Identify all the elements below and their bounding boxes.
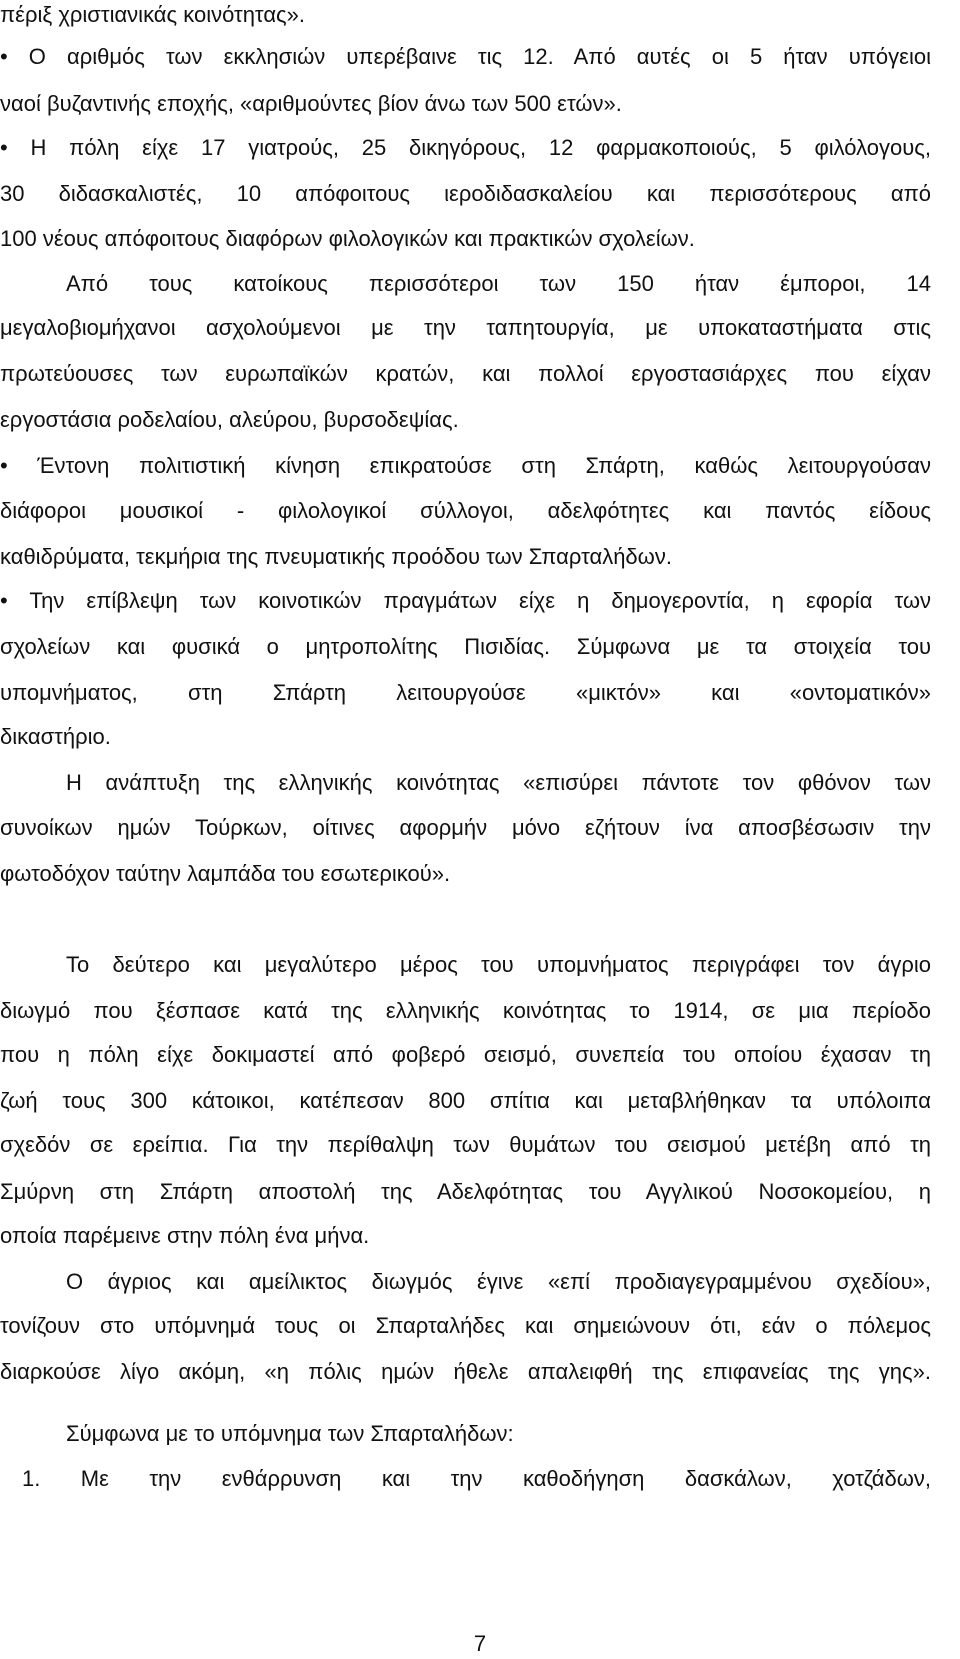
page-number: 7 xyxy=(473,1631,487,1656)
text-line: 30 διδασκαλιστές, 10 απόφοιτους ιεροδιδασκαλείου και περισσότερους από xyxy=(0,181,931,206)
bullet-item: • Ο αριθμός των εκκλησιών υπερέβαινε τις 12. Από αυτές οι 5 ήταν υπόγειοι xyxy=(0,44,931,69)
text-line: οποία παρέμεινε στην πόλη ένα μήνα. xyxy=(0,1223,370,1248)
text-line: καθιδρύματα, τεκμήρια της πνευματικής προόδου των Σπαρταλήδων. xyxy=(0,544,672,569)
text-line: δικαστήριο. xyxy=(0,724,111,749)
text-line: συνοίκων ημών Τούρκων, οίτινες αφορμήν μόνο εζήτουν ίνα αποσβέσωσιν την xyxy=(0,815,931,840)
bullet-item: • Την επίβλεψη των κοινοτικών πραγμάτων είχε η δημογεροντία, η εφορία των xyxy=(0,588,931,613)
paragraph-first-line: Ο άγριος και αμείλικτος διωγμός έγινε «επί προδιαγεγραμμένου σχεδίου», xyxy=(66,1269,931,1294)
text-line: 100 νέους απόφοιτους διαφόρων φιλολογικών και πρακτικών σχολείων. xyxy=(0,226,695,251)
text-line: μεγαλοβιομήχανοι ασχολούμενοι με την ταπητουργία, με υποκαταστήματα στις xyxy=(0,315,931,340)
numbered-list-item: 1. Με την ενθάρρυνση και την καθοδήγηση δασκάλων, χοτζάδων, xyxy=(22,1466,931,1491)
paragraph-first-line: Η ανάπτυξη της ελληνικής κοινότητας «επισύρει πάντοτε τον φθόνον των xyxy=(66,770,931,795)
bullet-item: • Η πόλη είχε 17 γιατρούς, 25 δικηγόρους, 12 φαρμακοποιούς, 5 φιλόλογους, xyxy=(0,135,931,160)
text-line: διαρκούσε λίγο ακόμη, «η πόλις ημών ήθελε απαλειφθή της επιφανείας της γης». xyxy=(0,1359,931,1384)
text-line: υπομνήματος, στη Σπάρτη λειτουργούσε «μικτόν» και «οντοματικόν» xyxy=(0,680,931,705)
paragraph-first-line: Από τους κατοίκους περισσότεροι των 150 ήταν έμποροι, 14 xyxy=(66,271,931,296)
paragraph-first-line: Το δεύτερο και μεγαλύτερο μέρος του υπομνήματος περιγράφει τον άγριο xyxy=(66,952,931,977)
text-line: σχεδόν σε ερείπια. Για την περίθαλψη των θυμάτων του σεισμού μετέβη από τη xyxy=(0,1132,931,1157)
text-line: πρωτεύουσες των ευρωπαϊκών κρατών, και πολλοί εργοστασιάρχες που είχαν xyxy=(0,361,931,386)
text-line: ναοί βυζαντινής εποχής, «αριθμούντες βίον άνω των 500 ετών». xyxy=(0,91,622,116)
text-line: πέριξ χριστιανικάς κοινότητας». xyxy=(0,2,305,27)
text-line: Σμύρνη στη Σπάρτη αποστολή της Αδελφότητας του Αγγλικού Νοσοκομείου, η xyxy=(0,1179,931,1204)
text-line: τονίζουν στο υπόμνημά τους οι Σπαρταλήδες και σημειώνουν ότι, εάν ο πόλεμος xyxy=(0,1313,931,1338)
text-line: σχολείων και φυσικά ο μητροπολίτης Πισιδίας. Σύμφωνα με τα στοιχεία του xyxy=(0,634,931,659)
list-intro: Σύμφωνα με το υπόμνημα των Σπαρταλήδων: xyxy=(66,1421,514,1446)
text-line: διάφοροι μουσικοί - φιλολογικοί σύλλογοι, αδελφότητες και παντός είδους xyxy=(0,498,931,523)
bullet-item: • Έντονη πολιτιστική κίνηση επικρατούσε στη Σπάρτη, καθώς λειτουργούσαν xyxy=(0,453,931,478)
text-line: φωτοδόχον ταύτην λαμπάδα του εσωτερικού». xyxy=(0,861,451,886)
text-line: διωγμό που ξέσπασε κατά της ελληνικής κοινότητας το 1914, σε μια περίοδο xyxy=(0,998,931,1023)
text-line: ζωή τους 300 κάτοικοι, κατέπεσαν 800 σπίτια και μεταβλήθηκαν τα υπόλοιπα xyxy=(0,1088,931,1113)
text-line: εργοστάσια ροδελαίου, αλεύρου, βυρσοδεψίας. xyxy=(0,407,459,432)
text-line: που η πόλη είχε δοκιμαστεί από φοβερό σεισμό, συνεπεία του οποίου έχασαν τη xyxy=(0,1042,931,1067)
